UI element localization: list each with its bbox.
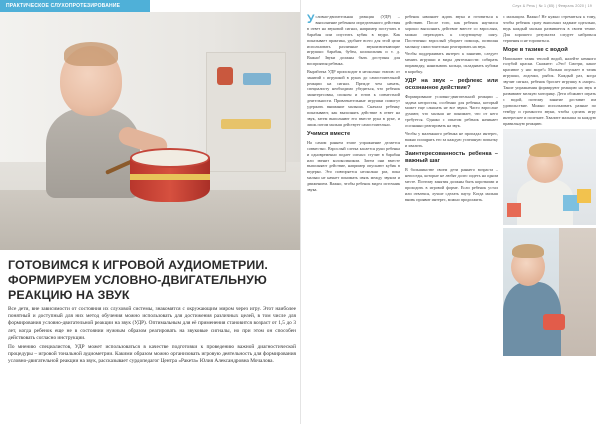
article-columns [307, 14, 597, 422]
column-3-paragraph-1: с малыщом. Важно! Не нужно стремиться к тому, чтобы ребенок сразу выполнял задание идеально, ведь каждый малыш развивается в своем темпе. Для хорошего результата следует набраться терпения и не торопиться. [503, 14, 596, 43]
photo-child-with-blocks [503, 129, 596, 225]
subheading-learn-together: Учимся вместе [307, 130, 351, 137]
toy-drum [130, 148, 210, 204]
column-2-paragraph-4: Чтобы у маленького ребенка не пропадал интерес, важно поощрять его за каждую успешную попытку и хвалить. [405, 130, 498, 148]
running-head: Слух & Речь | № 1 (85) | Февраль 2020 | 19 [512, 4, 592, 8]
column-2 [405, 14, 498, 422]
subheading-child-interest: Заинтересованность ребенка – важный шаг [405, 151, 498, 165]
column-3-paragraph-2: Наполните тазик теплой водой, налейте немного голубой краски. Скажите: «Это! Смотри, какое красивое у нас море!» Малыш опускает в тазик игрушки, лодочки, рыбок. Каждый раз, когда звучит сигнал, ребенок бросает игрушку в «море». Такие упражнения формируют реакцию на звук и развивают мелкую моторику. Дети обожают играть с водой, поэтому занятие доставит им удовольствие. Можно использовать разные по тембру и громкости звуки, чтобы сделать игру интереснее и полезнее. Хвалите малыша за каждую правильную реакцию. [503, 55, 596, 126]
column-1-paragraph-3: На самом раннем этапе упражнение делается совместно. Взрослый слегка касается руки ребенка и одновременно подает сигнал: стучит в барабан или звенит колокольчиком. Затем они вместе выполняют действие, например опускают кубик в ведерко. Это повторяется несколько раз, пока малыш не начнет понимать связь между звуком и движением. Важно, чтобы ребенок видел источник звука. [307, 139, 400, 193]
column-2-paragraph-3: Формирование условно-двигательной реакции – задача непростая, особенно для ребенка, который может еще слышать не все звуки. Часто взрослые думают, что малыш не понимает, что от него требуется. Однако с опытом ребенок начинает осознанно реагировать на звук. [405, 93, 498, 129]
column-2-paragraph-5: В большинстве своем дети раннего возраста – непоседы, которые не любят долго сидеть на одном месте. Поэтому занятия должны быть короткими и проходить в игровой форме. Если ребенок устал или отвлекся, лучше сделать паузу. Когда малыш вновь проявит интерес, можно продолжить. [405, 167, 498, 202]
column-1 [307, 14, 400, 422]
toy-shelf [206, 52, 286, 172]
intro-paragraph-1: Все дети, вне зависимости от состояния их слуховой системы, знакомятся с окружающим миром через игру. Этот наиболее понятный и доступный для них метод обучения можно использовать для достижения различных целей, в том числе для формирования условно-двигательной реакции на звук (УДР). Оптимальным для её применения становится возраст от 1,5 до 3 лет, когда ребенок еще не в состоянии нужным образом реагировать на звуковые сигналы, но при этом он способен действовать согласно инструкции. [8, 306, 296, 341]
headline-line-2: ФОРМИРУЕМ УСЛОВНО-ДВИГАТЕЛЬНУЮ [8, 273, 267, 287]
photo-child-with-adult [503, 228, 596, 356]
column-1-paragraph-1: Условно-двигательная реакция (УДР) – выполнение ребенком определенного действия в ответ на звуковой сигнал, например постучать в барабан или опустить кубик в ведро. Как показывает практика, удобнее всего для этой цели использовать различные звукоизвлекающие игрушки: барабан, бубен, колокольчик и т. д. Важно! Звуки должны быть доступны для восприятия ребенка. [307, 14, 400, 67]
drop-cap: У [307, 14, 315, 26]
headline-line-3: РЕАКЦИЮ НА ЗВУК [8, 288, 130, 302]
subheading-sea-in-basin: Море в тазике с водой [503, 46, 568, 53]
baby-body [46, 108, 140, 198]
article-headline [8, 258, 298, 303]
right-page [300, 0, 600, 424]
column-1-paragraph-2: Выработка УДР происходит в несколько этапов: от занятий с игрушкой в руках до самостоятельной реакции на сигнал. Прежде чем начать, специалисту необходимо убедиться, что ребенок заинтересован, спокоен и готов к совместной деятельности. Привлекательные игрушки помогут удержать внимание малыша. Сначала ребенку показывают, как выполнять действие в ответ на звук, затем выполняют его вместе рука в руке, и лишь потом малыш действует самостоятельно. [307, 68, 400, 127]
column-2-paragraph-1: ребенок начинает ждать звука и готовиться к действию. После того, как ребенок научился хорошо выполнять действие вместе со взрослым, можно переходить к следующему шагу. Постепенно взрослый убирает помощь, позволяя малышу самостоятельно реагировать на звук. [405, 14, 498, 49]
headline-line-1: ГОТОВИМСЯ К ИГРОВОЙ АУДИОМЕТРИИ. [8, 258, 268, 272]
article-intro [8, 306, 296, 368]
column-3 [503, 14, 596, 422]
intro-paragraph-2: По мнению специалистов, УДР может использоваться в качестве подготовки к проведению важной диагностической процедуры – игровой тональной аудиометрии. Какими образом можно организовать игровую деятельность для формирования условно-двигательной реакции на звук, рассказывает сурдопедагог Центра «Ракета» Юлия Александровна Мочалова. [8, 344, 296, 365]
column-2-paragraph-2: Чтобы поддерживать интерес к занятию, следует менять игрушки и виды деятельности: собирать пирамидку, нанизывать кольца, складывать кубики в коробку. [405, 51, 498, 74]
subheading-reflex-or-action: УДР на звук – рефлекс или осознанное действие? [405, 77, 498, 91]
section-tag: ПРАКТИЧЕСКОЕ СЛУХОПРОТЕЗИРОВАНИЕ [0, 0, 150, 12]
hero-photo-baby-with-drum [0, 12, 300, 250]
